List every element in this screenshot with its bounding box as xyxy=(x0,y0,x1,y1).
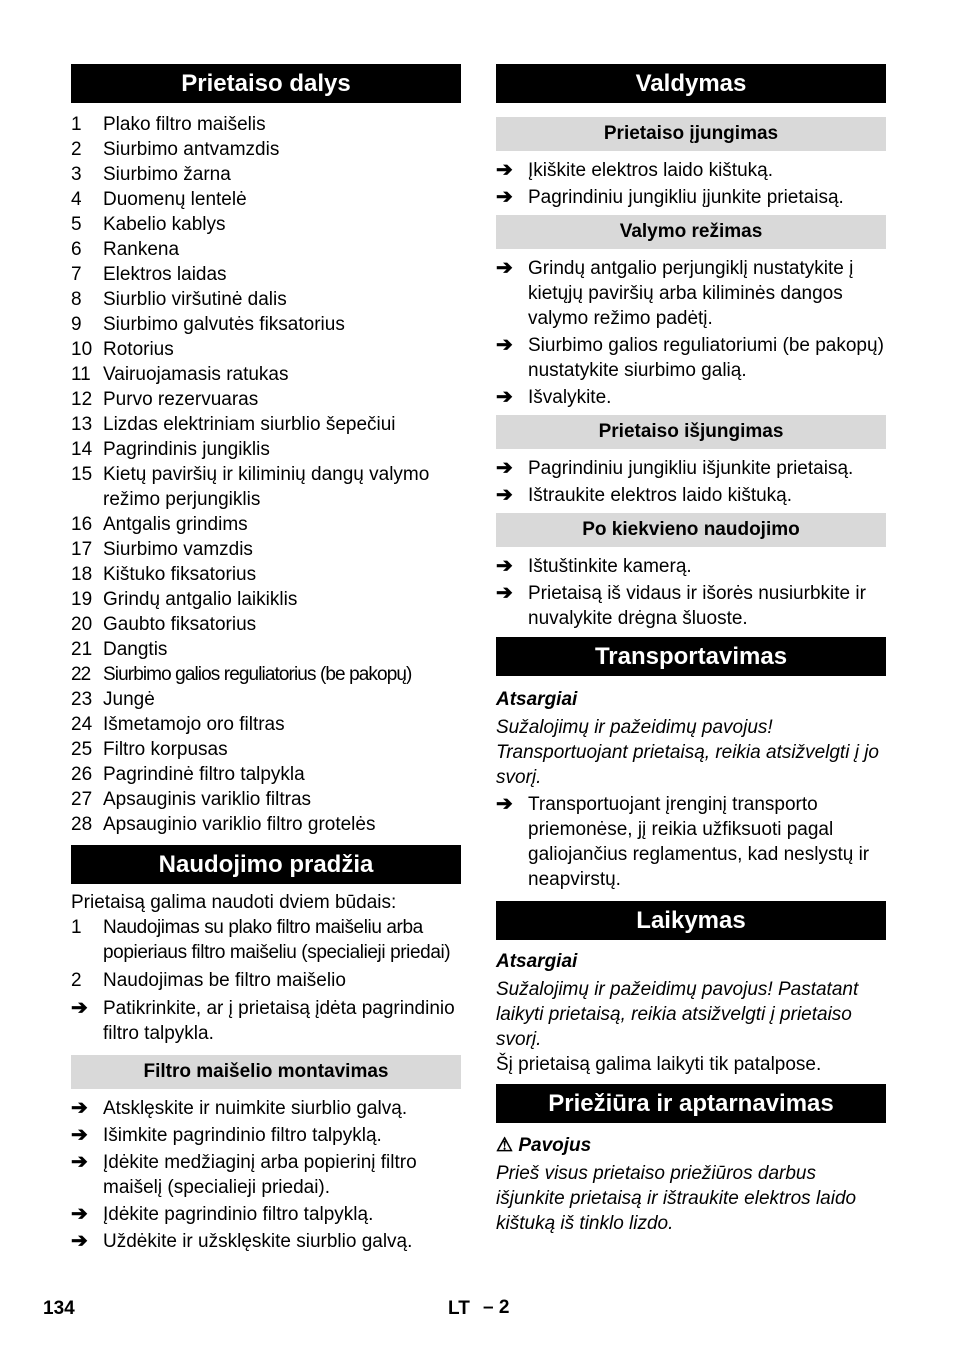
mode-steps xyxy=(496,256,886,410)
item-text: Plako filtro maišelis xyxy=(103,114,266,135)
step-text: Išvalykite. xyxy=(528,387,612,408)
item-text: Apsauginio variklio filtro grotelės xyxy=(103,814,376,835)
item-text: Rotorius xyxy=(103,339,174,360)
on-heading: Prietaiso įjungimas xyxy=(496,117,886,151)
item-text: Jungė xyxy=(103,689,155,710)
right-column xyxy=(496,64,886,1236)
arrow-right-icon: ➔ xyxy=(71,1124,88,1146)
item-number: 6 xyxy=(71,239,82,260)
transport-caution-text: Sužalojimų ir pažeidimų pavojus! Transportuojant prietaisą, reikia atsižvelgti į jo svorį. xyxy=(496,717,879,788)
step-text: Grindų antgalio perjungiklį nustatykite į kietųjų paviršių arba kiliminės dangos valymo režimo padėtį. xyxy=(528,258,854,329)
item-number: 28 xyxy=(71,814,93,835)
left-column xyxy=(71,64,461,1254)
list-item xyxy=(71,737,461,762)
item-text: Vairuojamasis ratukas xyxy=(103,364,289,385)
parts-heading: Prietaiso dalys xyxy=(71,64,461,103)
list-item xyxy=(71,187,461,212)
arrow-right-icon: ➔ xyxy=(496,159,513,181)
item-text: Dangtis xyxy=(103,639,168,660)
step-text: Išimkite pagrindinio filtro talpyklą. xyxy=(103,1125,382,1146)
item-text: Gaubto fiksatorius xyxy=(103,614,257,635)
instruction-step xyxy=(496,456,886,481)
item-number: 18 xyxy=(71,564,93,585)
list-item xyxy=(71,762,461,787)
step-text: Siurbimo galios reguliatoriumi (be pakopų) nustatykite siurbimo galią. xyxy=(528,335,884,381)
step-text: Ištraukite elektros laido kištuką. xyxy=(528,485,793,506)
list-item xyxy=(71,312,461,337)
after-heading: Po kiekvieno naudojimo xyxy=(496,513,886,547)
arrow-right-icon: ➔ xyxy=(496,457,513,479)
item-number: 2 xyxy=(71,139,82,160)
item-number: 8 xyxy=(71,289,82,310)
instruction-step xyxy=(71,1123,461,1148)
list-item xyxy=(71,562,461,587)
care-danger-label-row xyxy=(496,1133,886,1158)
item-number: 24 xyxy=(71,714,93,735)
storage-caution-text: Sužalojimų ir pažeidimų pavojus! Pastatant laikyti prietaisą, reikia atsižvelgti į prietaiso svorį. xyxy=(496,979,859,1050)
arrow-right-icon: ➔ xyxy=(71,1203,88,1225)
list-item xyxy=(71,162,461,187)
item-number: 12 xyxy=(71,389,93,410)
item-number: 22 xyxy=(71,664,91,685)
instruction-step xyxy=(496,185,886,210)
item-text: Pagrindinė filtro talpykla xyxy=(103,764,305,785)
list-item xyxy=(71,812,461,837)
care-danger-label: Pavojus xyxy=(518,1135,592,1156)
step-text: Įdėkite medžiaginį arba popierinį filtro maišelį (specialieji priedai). xyxy=(103,1152,417,1198)
item-number: 26 xyxy=(71,764,93,785)
storage-note: Šį prietaisą galima laikyti tik patalpose. xyxy=(496,1054,822,1075)
after-steps xyxy=(496,554,886,631)
instruction-step xyxy=(496,385,886,410)
item-number: 2 xyxy=(71,970,82,991)
item-number: 14 xyxy=(71,439,93,460)
item-number: 3 xyxy=(71,164,82,185)
step-text: Įdėkite pagrindinio filtro talpyklą. xyxy=(103,1204,374,1225)
item-text: Filtro korpusas xyxy=(103,739,228,760)
item-text: Duomenų lentelė xyxy=(103,189,247,210)
bag-heading: Filtro maišelio montavimas xyxy=(71,1055,461,1089)
list-item xyxy=(71,587,461,612)
bag-steps xyxy=(71,1096,461,1254)
arrow-right-icon: ➔ xyxy=(71,1230,88,1252)
list-item xyxy=(71,968,461,993)
transport-heading: Transportavimas xyxy=(496,637,886,676)
arrow-right-icon: ➔ xyxy=(496,582,513,604)
arrow-right-icon: ➔ xyxy=(71,1097,88,1119)
instruction-step xyxy=(496,581,886,631)
transport-caution-label: Atsargiai xyxy=(496,689,578,710)
control-heading: Valdymas xyxy=(496,64,886,103)
list-item xyxy=(71,337,461,362)
storage-caution-label: Atsargiai xyxy=(496,951,578,972)
list-item xyxy=(71,787,461,812)
mode-heading: Valymo režimas xyxy=(496,215,886,249)
step-text: Ištuštinkite kamerą. xyxy=(528,556,692,577)
list-item xyxy=(71,512,461,537)
instruction-step xyxy=(71,1229,461,1254)
item-number: 27 xyxy=(71,789,93,810)
start-list xyxy=(71,915,461,993)
parts-list xyxy=(71,112,461,837)
arrow-right-icon: ➔ xyxy=(496,484,513,506)
item-text: Grindų antgalio laikiklis xyxy=(103,589,298,610)
item-text: Siurbimo galios reguliatorius (be pakopų) xyxy=(103,664,412,685)
footer-section: – 2 xyxy=(483,1297,510,1318)
list-item xyxy=(71,537,461,562)
step-text: Prietaisą iš vidaus ir išorės nusiurbkite ir nuvalykite drėgna šluoste. xyxy=(528,583,866,629)
item-text: Antgalis grindims xyxy=(103,514,248,535)
item-text: Siurbimo vamzdis xyxy=(103,539,253,560)
list-item xyxy=(71,662,461,687)
instruction-step xyxy=(496,554,886,579)
list-item xyxy=(71,915,461,965)
item-text: Kištuko fiksatorius xyxy=(103,564,257,585)
off-heading: Prietaiso išjungimas xyxy=(496,415,886,449)
item-number: 11 xyxy=(71,364,91,385)
item-number: 1 xyxy=(71,917,82,938)
item-text: Pagrindinis jungiklis xyxy=(103,439,270,460)
item-number: 13 xyxy=(71,414,93,435)
arrow-right-icon: ➔ xyxy=(496,793,513,815)
instruction-step xyxy=(496,333,886,383)
transport-step-text: Transportuojant įrenginį transporto priemonėse, jį reikia užfiksuoti pagal galiojančius reglamentus, kad neslystų ir neapvirstų. xyxy=(528,794,870,890)
item-number: 25 xyxy=(71,739,93,760)
list-item xyxy=(71,437,461,462)
item-text: Purvo rezervuaras xyxy=(103,389,259,410)
item-number: 7 xyxy=(71,264,82,285)
item-text: Naudojimas be filtro maišelio xyxy=(103,970,346,991)
item-text: Naudojimas su plako filtro maišeliu arba popieriaus filtro maišeliu (specialieji priedai) xyxy=(103,917,451,963)
item-number: 5 xyxy=(71,214,82,235)
instruction-step xyxy=(496,256,886,331)
start-heading: Naudojimo pradžia xyxy=(71,845,461,884)
item-text: Kabelio kablys xyxy=(103,214,226,235)
step-text: Įkiškite elektros laido kištuką. xyxy=(528,160,773,181)
list-item xyxy=(71,237,461,262)
item-number: 19 xyxy=(71,589,93,610)
list-item xyxy=(71,687,461,712)
footer-lang: LT xyxy=(448,1298,470,1319)
transport-step xyxy=(496,792,886,892)
item-text: Elektros laidas xyxy=(103,264,227,285)
on-steps xyxy=(496,158,886,210)
care-danger-text: Prieš visus prietaiso priežiūros darbus išjunkite prietaisą ir ištraukite elektros laido kištuką iš tinklo lizdo. xyxy=(496,1163,857,1234)
arrow-right-icon: ➔ xyxy=(496,386,513,408)
arrow-right-icon: ➔ xyxy=(496,186,513,208)
item-text: Kietų paviršių ir kiliminių dangų valymo režimo perjungiklis xyxy=(103,464,430,510)
list-item xyxy=(71,262,461,287)
item-text: Rankena xyxy=(103,239,180,260)
instruction-step xyxy=(496,483,886,508)
item-number: 1 xyxy=(71,114,82,135)
list-item xyxy=(71,387,461,412)
arrow-right-icon: ➔ xyxy=(496,257,513,279)
list-item xyxy=(71,637,461,662)
arrow-right-icon: ➔ xyxy=(496,555,513,577)
item-text: Siurbimo antvamzdis xyxy=(103,139,280,160)
list-item xyxy=(71,612,461,637)
item-text: Išmetamojo oro filtras xyxy=(103,714,285,735)
arrow-right-icon: ➔ xyxy=(496,334,513,356)
instruction-step xyxy=(71,1096,461,1121)
step-text: Atsklęskite ir nuimkite siurblio galvą. xyxy=(103,1098,408,1119)
item-text: Siurblio viršutinė dalis xyxy=(103,289,287,310)
item-number: 23 xyxy=(71,689,93,710)
item-text: Lizdas elektriniam siurblio šepečiui xyxy=(103,414,396,435)
list-item xyxy=(71,462,461,512)
care-heading: Priežiūra ir aptarnavimas xyxy=(496,1084,886,1123)
item-number: 17 xyxy=(71,539,93,560)
item-number: 20 xyxy=(71,614,93,635)
list-item xyxy=(71,412,461,437)
list-item xyxy=(71,712,461,737)
step-text: Uždėkite ir užsklęskite siurblio galvą. xyxy=(103,1231,413,1252)
item-number: 15 xyxy=(71,464,93,485)
instruction-step xyxy=(71,1150,461,1200)
item-number: 4 xyxy=(71,189,82,210)
start-check-step xyxy=(71,996,461,1046)
instruction-step xyxy=(496,158,886,183)
item-text: Apsauginis variklio filtras xyxy=(103,789,312,810)
arrow-right-icon: ➔ xyxy=(71,997,88,1019)
instruction-step xyxy=(71,1202,461,1227)
item-number: 10 xyxy=(71,339,93,360)
item-number: 16 xyxy=(71,514,93,535)
item-text: Siurbimo žarna xyxy=(103,164,231,185)
step-text: Pagrindiniu jungikliu išjunkite prietaisą. xyxy=(528,458,854,479)
arrow-right-icon: ➔ xyxy=(71,1151,88,1173)
list-item xyxy=(71,137,461,162)
start-check-text: Patikrinkite, ar į prietaisą įdėta pagrindinio filtro talpykla. xyxy=(103,998,455,1044)
item-number: 9 xyxy=(71,314,82,335)
list-item xyxy=(71,362,461,387)
list-item xyxy=(71,112,461,137)
storage-heading: Laikymas xyxy=(496,901,886,940)
step-text: Pagrindiniu jungikliu įjunkite prietaisą. xyxy=(528,187,844,208)
item-text: Siurbimo galvutės fiksatorius xyxy=(103,314,345,335)
page-number: 134 xyxy=(43,1298,75,1319)
item-number: 21 xyxy=(71,639,93,660)
off-steps xyxy=(496,456,886,508)
list-item xyxy=(71,212,461,237)
start-intro: Prietaisą galima naudoti dviem būdais: xyxy=(71,892,397,913)
warning-triangle-icon: ⚠ xyxy=(496,1135,514,1156)
list-item xyxy=(71,287,461,312)
